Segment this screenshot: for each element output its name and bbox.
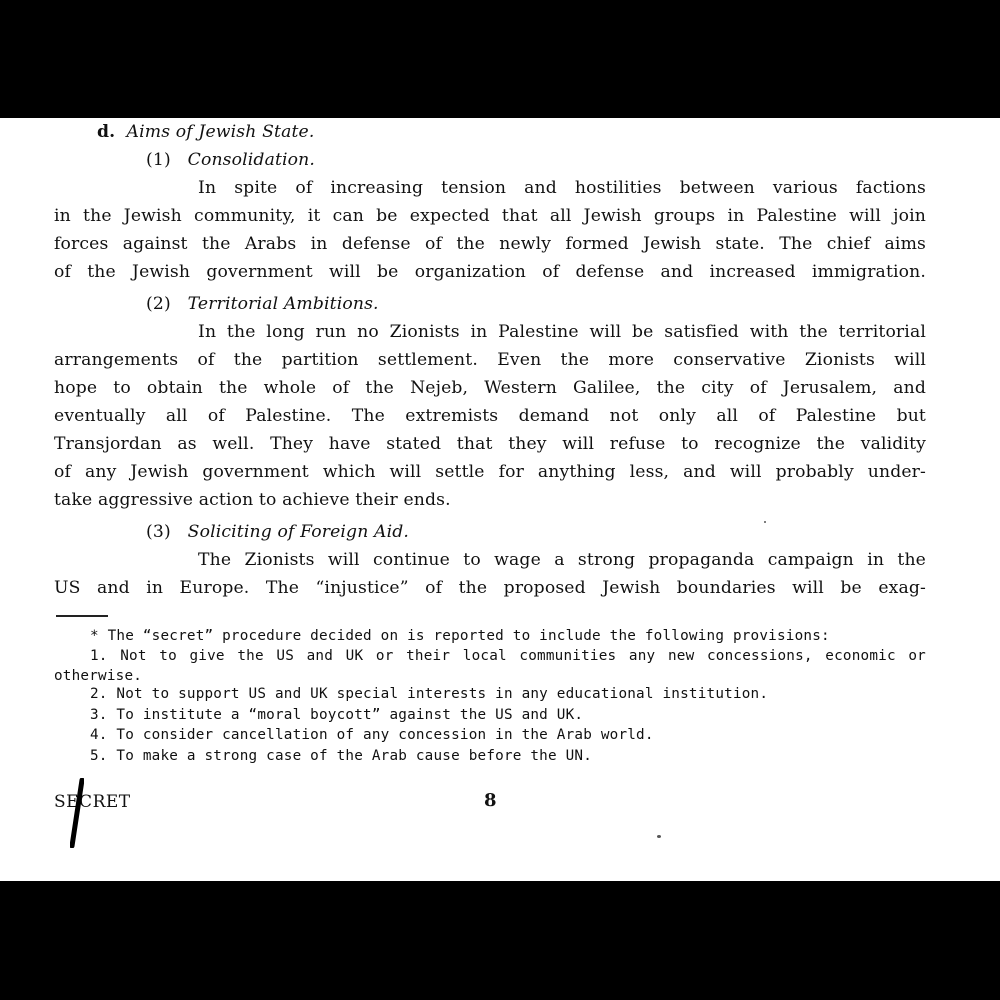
pen-strike-mark [70, 778, 84, 848]
item-2-title: Territorial Ambitions. [187, 294, 379, 314]
footnote-item-1: 1. Not to give the US and UK or their local communities any new concessions, economic or [90, 648, 926, 664]
scan-speck [764, 521, 766, 523]
item-1-heading [146, 146, 1000, 174]
item-3-number: (3) [146, 522, 171, 542]
item-1-title: Consolidation. [187, 150, 316, 170]
footnote-item-5: 5. To make a strong case of the Arab cause before the UN. [90, 748, 593, 764]
item-1-number: (1) [146, 150, 171, 170]
item-2-number: (2) [146, 294, 171, 314]
footnote-divider [56, 615, 108, 617]
item-2-line-7: take aggressive action to achieve their ends. [54, 490, 451, 510]
item-3-line-2: US and in Europe. The “injustice” of the proposed Jewish boundaries will be exag- [54, 578, 926, 598]
item-3-title: Soliciting of Foreign Aid. [187, 522, 410, 542]
item-1-line-1: In spite of increasing tension and hostilities between various factions [198, 178, 926, 198]
footnote-item-2: 2. Not to support US and UK special interests in any educational institution. [90, 686, 769, 702]
item-2-line-2: arrangements of the partition settlement. Even the more conservative Zionists will [54, 350, 926, 370]
section-label: d. [97, 122, 116, 142]
item-2-line-6: of any Jewish government which will settle for anything less, and will probably under- [54, 462, 926, 482]
item-3-line-1: The Zionists will continue to wage a strong propaganda campaign in the [198, 550, 926, 570]
footnote-intro: * The “secret” procedure decided on is reported to include the following provisions: [90, 628, 830, 644]
item-1-line-2: in the Jewish community, it can be expected that all Jewish groups in Palestine will join [54, 206, 926, 226]
page-number: 8 [484, 790, 497, 811]
item-3-heading [146, 518, 1000, 546]
item-2-line-1: In the long run no Zionists in Palestine will be satisfied with the territorial [198, 322, 926, 342]
section-title: Aims of Jewish State. [126, 122, 315, 142]
scan-speck [657, 835, 661, 838]
item-2-heading [146, 290, 1000, 318]
item-2-line-4: eventually all of Palestine. The extremists demand not only all of Palestine but [54, 406, 926, 426]
footnote-item-3: 3. To institute a “moral boycott” against the US and UK. [90, 707, 584, 723]
item-1-line-4: of the Jewish government will be organization of defense and increased immigration. [54, 262, 926, 282]
footnote-item-4: 4. To consider cancellation of any concession in the Arab world. [90, 727, 654, 743]
document-page [0, 118, 1000, 881]
section-heading [97, 118, 969, 146]
item-2-line-5: Transjordan as well. They have stated that they will refuse to recognize the validity [54, 434, 926, 454]
classification-marking: SECRET [54, 792, 131, 812]
item-2-line-3: hope to obtain the whole of the Nejeb, Western Galilee, the city of Jerusalem, and [54, 378, 926, 398]
item-1-line-3: forces against the Arabs in defense of the newly formed Jewish state. The chief aims [54, 234, 926, 254]
footnote-item-1-cont: otherwise. [54, 668, 143, 684]
